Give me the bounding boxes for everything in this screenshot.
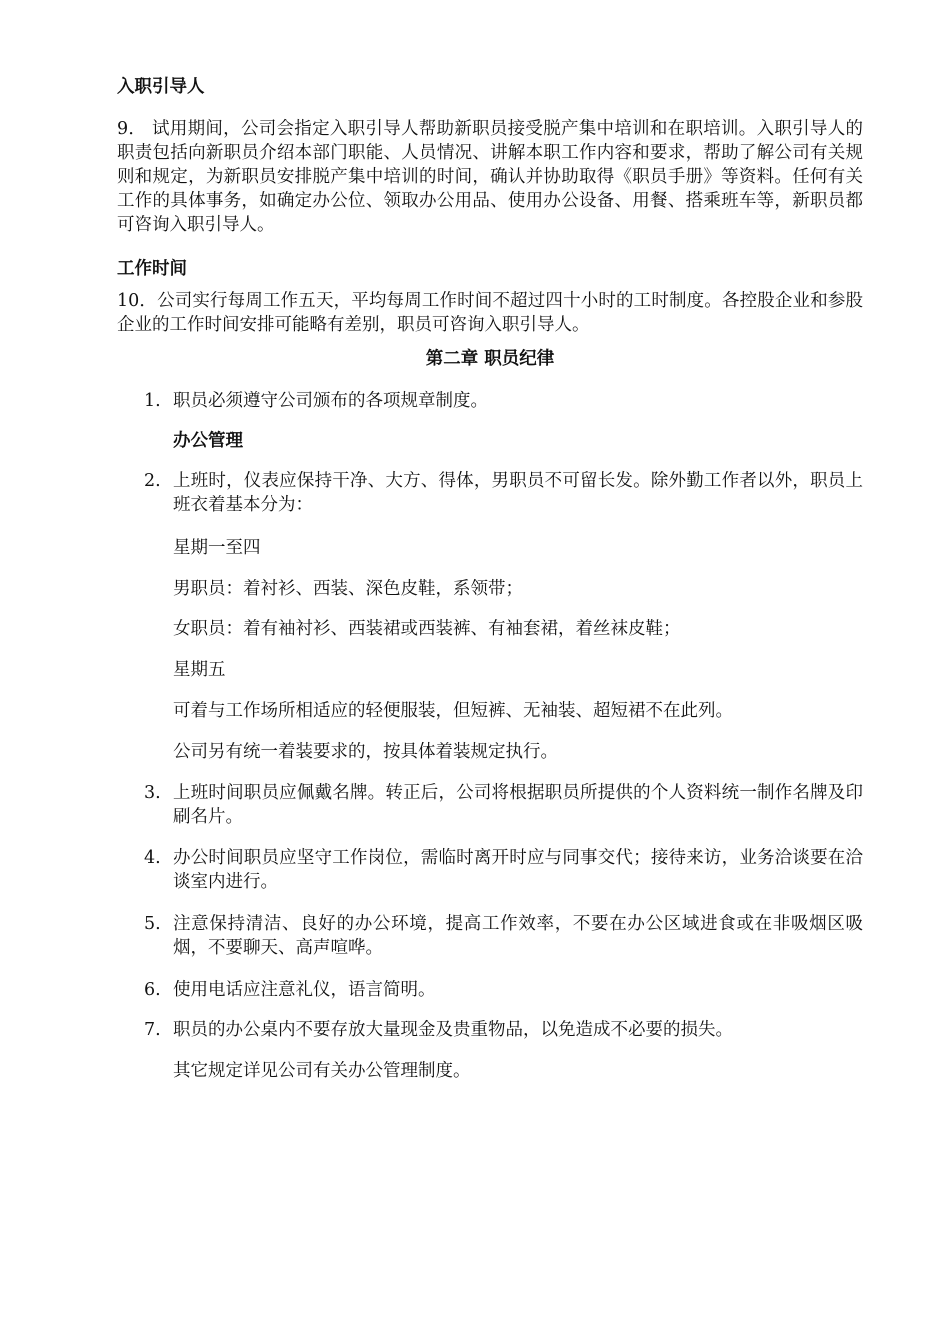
dress-male-text: 男职员：着衬衫、西装、深色皮鞋，系领带；: [173, 579, 523, 599]
closing-note: 其它规定详见公司有关办公管理制度。: [173, 1061, 471, 1081]
list-item-text: 职员的办公桌内不要存放大量现金及贵重物品，以免造成不必要的损失。: [173, 1020, 733, 1040]
subsection-heading-office: 办公管理: [173, 431, 243, 451]
dress-friday-label: 星期五: [173, 660, 226, 680]
list-item-text: 办公时间职员应坚守工作岗位，需临时离开时应与同事交代；接待来访，业务洽谈要在洽谈室内进行。: [173, 848, 863, 892]
list-item-text: 注意保持清洁、良好的办公环境，提高工作效率，不要在办公区域进食或在非吸烟区吸烟，不要聊天、高声喧哗。: [173, 914, 863, 958]
list-item-6: [117, 978, 863, 1002]
dress-friday-text: 可着与工作场所相适应的轻便服装，但短裤、无袖装、超短裙不在此列。: [173, 701, 733, 721]
section-heading-worktime: 工作时间: [117, 259, 187, 279]
list-item-3: [117, 781, 863, 829]
list-item-text: 上班时，仪表应保持干净、大方、得体，男职员不可留长发。除外勤工作者以外，职员上班衣着基本分为：: [173, 471, 863, 515]
section-heading-mentor: 入职引导人: [117, 77, 205, 97]
list-item-2: [117, 469, 863, 517]
list-item-number: 6.: [144, 980, 161, 1000]
list-item-number: 2.: [144, 471, 161, 491]
chapter-title: 第二章 职员纪律: [425, 349, 555, 369]
list-item-text: 上班时间职员应佩戴名牌。转正后，公司将根据职员所提供的个人资料统一制作名牌及印刷名片。: [173, 783, 863, 827]
list-item-number: 1.: [144, 391, 161, 411]
paragraph-worktime: 10．公司实行每周工作五天，平均每周工作时间不超过四十小时的工时制度。各控股企业和参股企业的工作时间安排可能略有差别，职员可咨询入职引导人。: [117, 291, 863, 335]
list-item-7: [117, 1018, 863, 1042]
list-item-number: 5.: [144, 914, 161, 934]
dress-mon-thu-label: 星期一至四: [173, 538, 261, 558]
list-item-number: 3.: [144, 783, 161, 803]
list-item-text: 职员必须遵守公司颁布的各项规章制度。: [173, 391, 488, 411]
list-item-text: 使用电话应注意礼仪，语言简明。: [173, 980, 436, 1000]
list-item-number: 4.: [144, 848, 161, 868]
list-item-1: [117, 389, 863, 413]
dress-other-text: 公司另有统一着装要求的，按具体着装规定执行。: [173, 742, 558, 762]
dress-female-text: 女职员：着有袖衬衫、西装裙或西装裤、有袖套裙，着丝袜皮鞋；: [173, 619, 681, 639]
paragraph-mentor: 9． 试用期间，公司会指定入职引导人帮助新职员接受脱产集中培训和在职培训。入职引导人的职责包括向新职员介绍本部门职能、人员情况、讲解本职工作内容和要求，帮助了解公司有关规则和规定，为新职员安排脱产集中培训的时间，确认并协助取得《职员手册》等资料。任何有关工作的具体事务，如确定办公位、领取办公用品、使用办公设备、用餐、搭乘班车等，新职员都可咨询入职引导人。: [117, 119, 863, 235]
list-item-4: [117, 846, 863, 894]
list-item-5: [117, 912, 863, 960]
list-item-number: 7.: [144, 1020, 161, 1040]
